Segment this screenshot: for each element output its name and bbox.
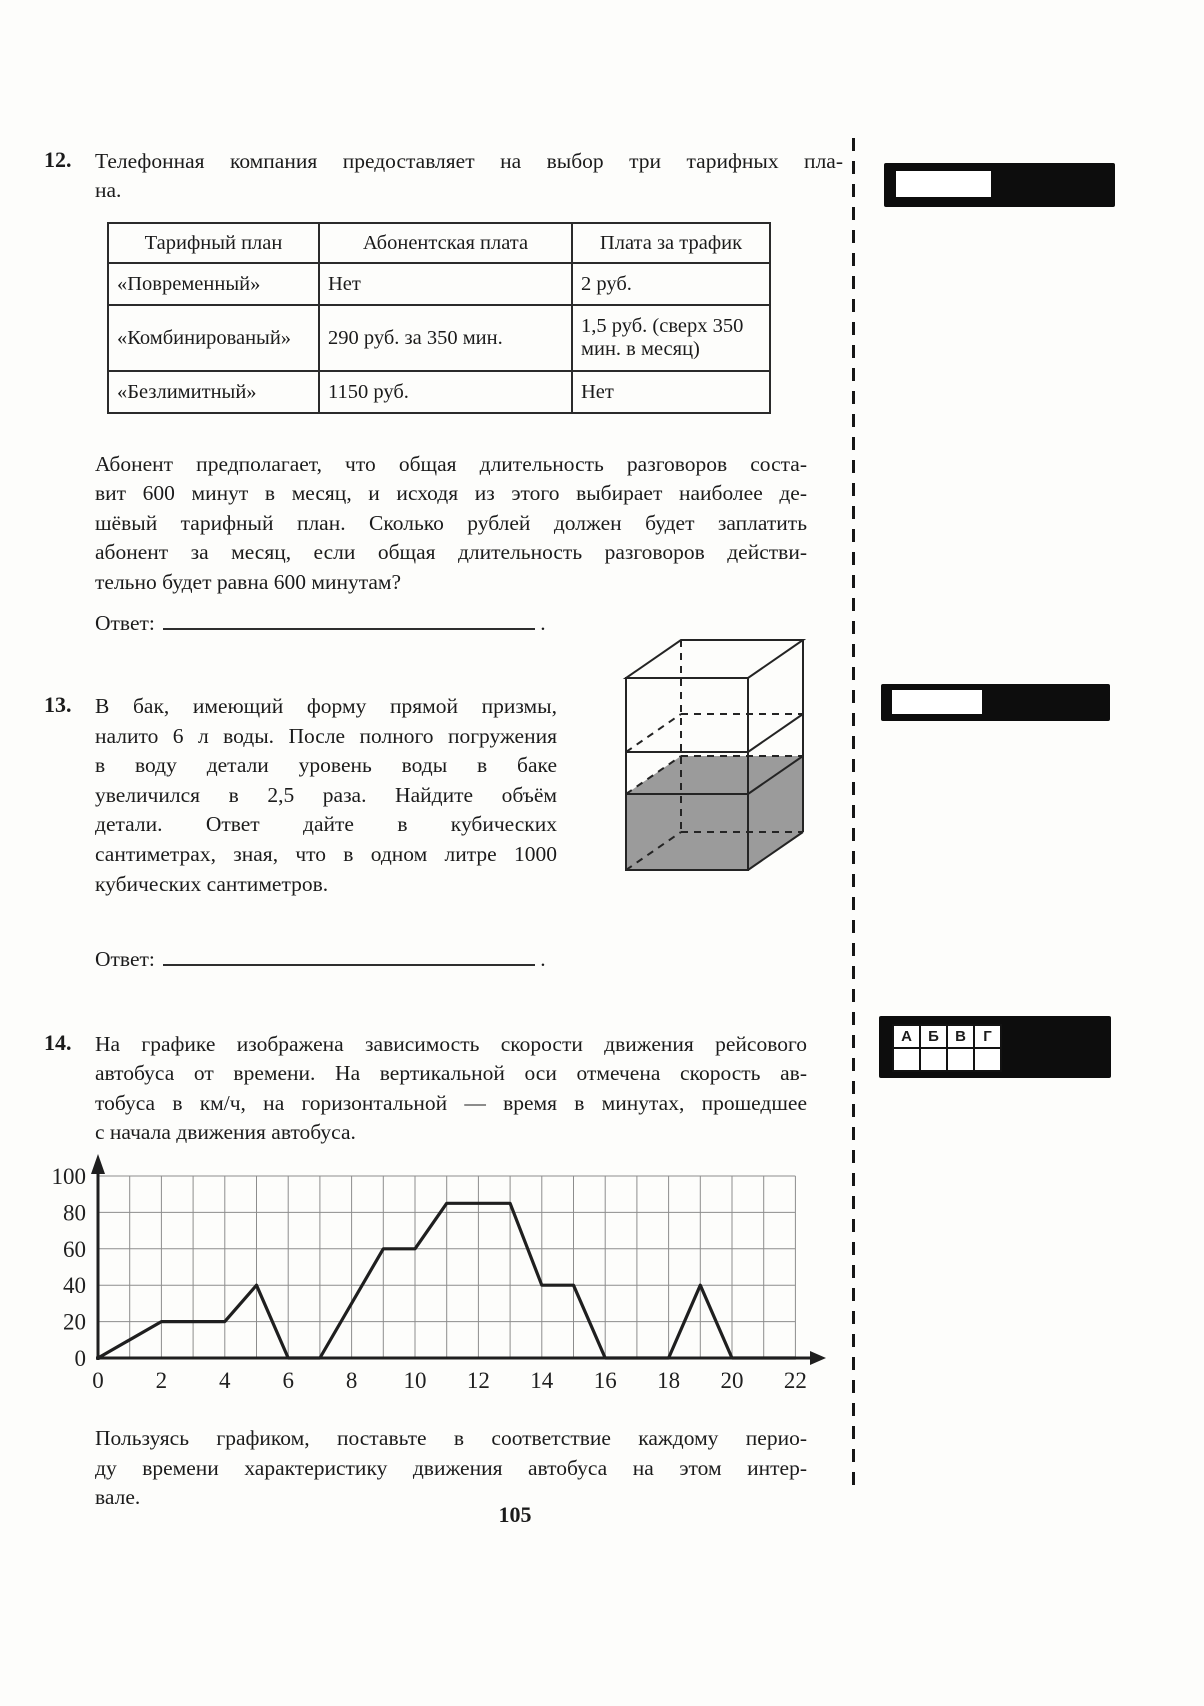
problem-12-body [95,450,807,597]
text-line: абонент за месяц, если общая длительность разговоров действи- [95,540,807,565]
cell-traffic: 2 руб. [572,263,770,305]
x-tick-label: 12 [466,1368,490,1393]
x-tick-label: 6 [282,1368,294,1393]
x-tick-label: 14 [530,1368,554,1393]
text-line: вит 600 минут в месяц, и исходя из этого выбирает наиболее де- [95,481,807,506]
answer-grid-cell [920,1048,947,1071]
table-row [108,263,770,305]
y-tick-label: 80 [63,1200,86,1226]
x-tick-label: 22 [783,1368,807,1393]
answer-blank [163,610,535,630]
col-header-subscription-fee: Абонентская плата [319,223,572,263]
answer-period: . [534,611,546,635]
col-header-tariff-plan: Тарифный план [108,223,319,263]
x-tick-label: 20 [720,1368,744,1393]
problem-13-body [95,692,557,899]
answer-box-12 [884,163,1115,207]
x-tick-label: 18 [657,1368,681,1393]
cell-fee: 1150 руб. [319,371,572,413]
answer-blank [163,946,535,966]
text-line: ду времени характеристику движения автобуса на этом интер- [95,1455,807,1480]
answer-grid-cell [974,1048,1001,1071]
text-line: с начала движения автобуса. [95,1120,356,1145]
text-line: сантиметрах, зная, что в одном литре 1000 [95,841,557,866]
text-line: Телефонная компания предоставляет на выбор три тарифных пла- [95,149,843,173]
answer-grid-header-a: А [893,1025,920,1048]
rim-hidden-edge [626,714,681,752]
margin-dashed-separator [852,138,855,1488]
prism-top-face [626,640,803,678]
answer-box-12-blank [896,171,991,197]
x-tick-label: 0 [92,1368,104,1393]
answer-box-13 [881,684,1110,721]
text-line: налито 6 л воды. После полного погружения [95,723,557,748]
answer-label: Ответ: [95,611,155,635]
y-tick-label: 60 [63,1236,86,1262]
answer-period: . [534,947,546,971]
answer-grid-cell [893,1048,920,1071]
cell-plan: «Безлимитный» [108,371,319,413]
cell-traffic: 1,5 руб. (сверх 350 мин. в месяц) [572,305,770,371]
x-tick-label: 8 [345,1368,358,1393]
answer-grid-cell [947,1048,974,1071]
text-line: в воду детали уровень воды в баке [95,753,557,778]
answer-grid-abvg [892,1024,1002,1072]
y-tick-label: 40 [63,1273,86,1299]
text-line: автобуса от времени. На вертикальной оси отмечена скорость ав- [95,1061,807,1086]
col-header-traffic-fee: Плата за трафик [572,223,770,263]
text-line: кубических сантиметров. [95,871,329,896]
text-line: Абонент предполагает, что общая длительность разговоров соста- [95,452,807,476]
answer-grid-header-v: В [947,1025,974,1048]
x-axis-arrow [810,1351,826,1365]
x-tick-label: 2 [155,1368,168,1393]
problem-14-number: 14. [44,1030,72,1055]
text-line: тобуса в км/ч, на горизонтальной — время в минутах, прошедшее [95,1090,807,1115]
text-line: шёвый тарифный план. Сколько рублей должен будет заплатить [95,510,807,535]
problem-14-body [95,1030,807,1148]
y-tick-label: 20 [63,1309,86,1335]
x-tick-label: 16 [593,1368,617,1393]
text-line: вале. [95,1485,141,1510]
text-line: Пользуясь графиком, поставьте в соответствие каждому перио- [95,1426,807,1450]
text-line: тельно будет равна 600 минутам? [95,569,402,594]
answer-line-12 [95,610,546,636]
text-line: на. [95,178,122,203]
tariff-table [107,222,771,414]
cell-fee: 290 руб. за 350 мин. [319,305,572,371]
answer-box-13-blank [892,690,982,714]
y-tick-label: 0 [74,1346,86,1371]
answer-box-14 [879,1016,1111,1078]
page-number: 105 [498,1502,532,1527]
text-line: увеличился в 2,5 раза. Найдите объём [95,782,557,807]
problem-13-number: 13. [44,692,72,717]
cell-plan: «Повременный» [108,263,319,305]
text-line: В бак, имеющий форму прямой призмы, [95,694,557,718]
x-tick-label: 4 [219,1368,231,1393]
table-row [108,371,770,413]
problem-12-number: 12. [44,147,72,172]
text-line: детали. Ответ дайте в кубических [95,812,557,837]
answer-line-13 [95,946,546,972]
cell-plan: «Комбинированый» [108,305,319,371]
answer-grid-header-g: Г [974,1025,1001,1048]
answer-label: Ответ: [95,947,155,971]
answer-grid-header-b: Б [920,1025,947,1048]
problem-12-intro [95,147,843,206]
x-tick-label: 10 [403,1368,427,1393]
y-axis-arrow [91,1154,105,1174]
text-line: На графике изображена зависимость скорости движения рейсового [95,1032,807,1056]
table-row [108,305,770,371]
cell-fee: Нет [319,263,572,305]
problem-14-closing [95,1424,807,1513]
table-header-row [108,223,770,263]
rim-side-edge [748,714,803,752]
y-tick-label: 100 [51,1164,86,1189]
cell-traffic: Нет [572,371,770,413]
prism-figure [598,612,813,902]
speed-time-chart [36,1140,836,1402]
